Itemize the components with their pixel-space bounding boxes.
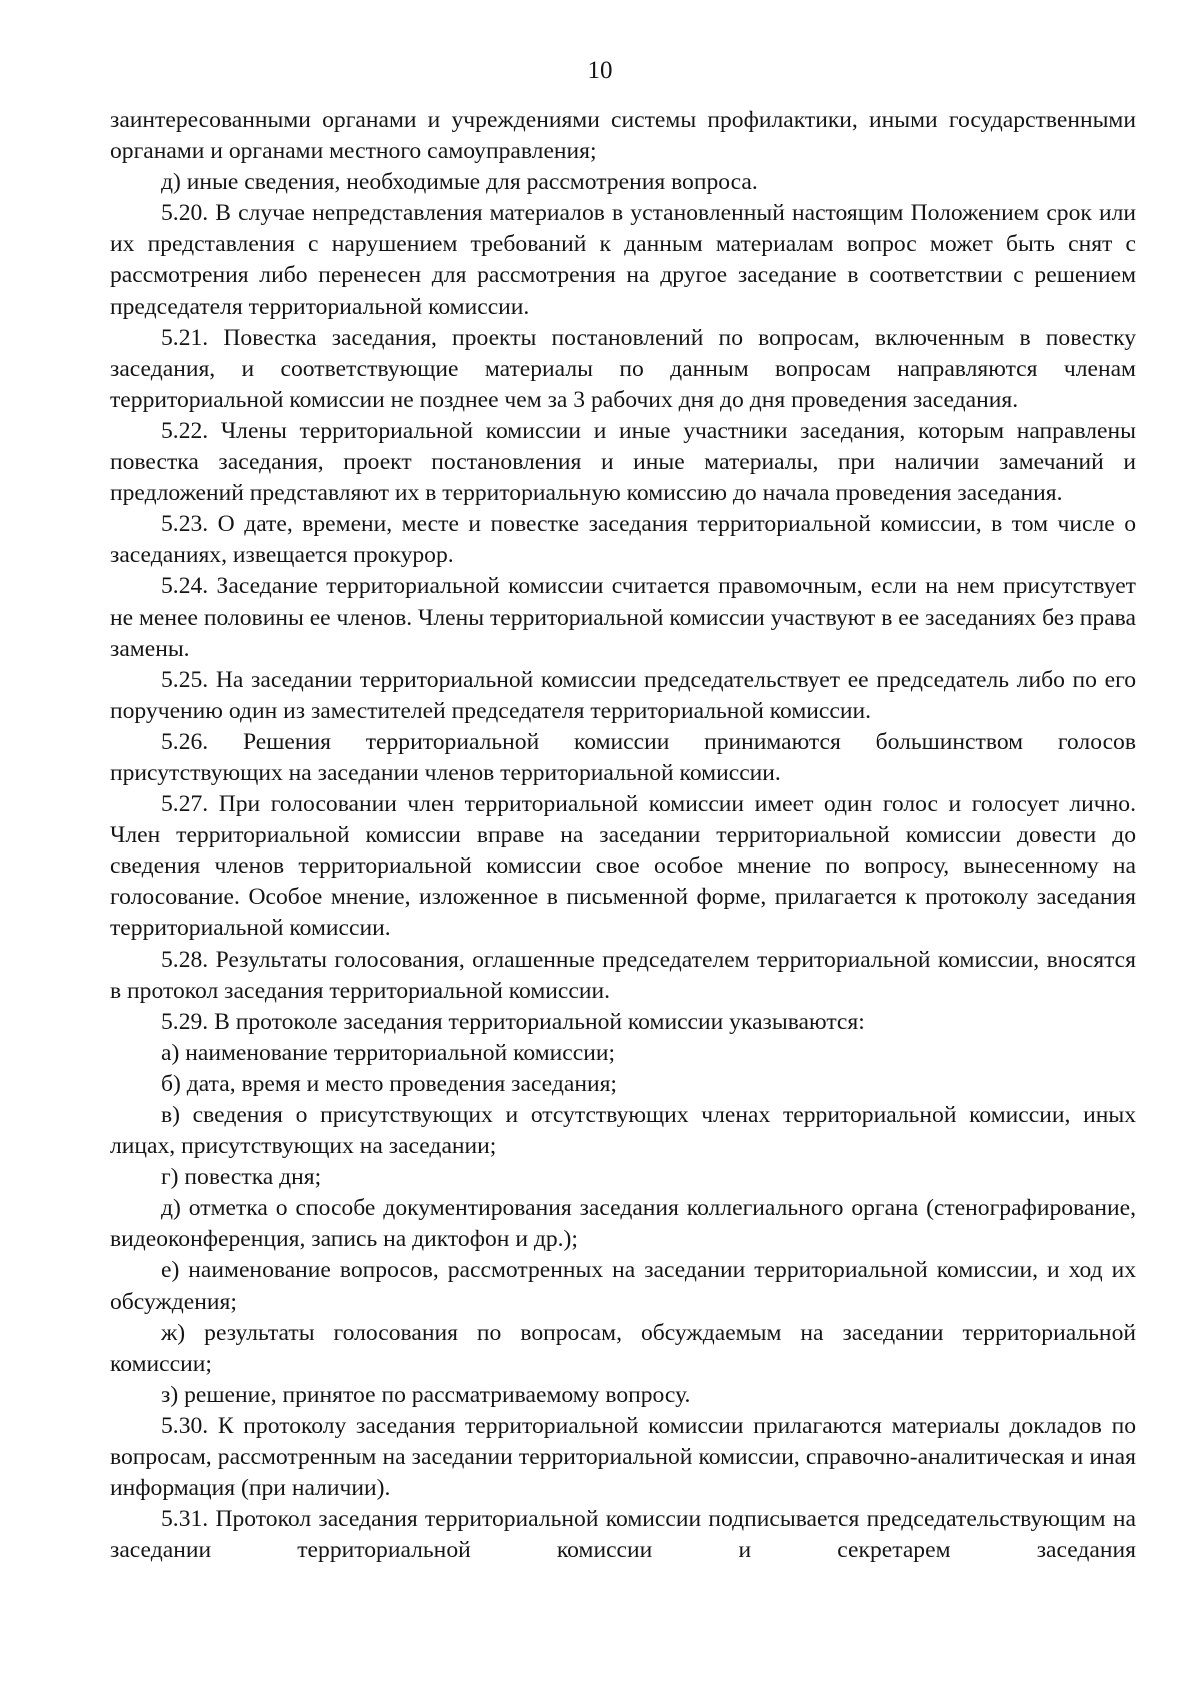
paragraph-5-21: 5.21. Повестка заседания, проекты постановлений по вопросам, включенным в повестку заседания, и соответствующие материалы по данным вопросам направляются членам территориальной комиссии не позднее чем за 3 рабочих дня до дня проведения заседания. — [110, 324, 1136, 413]
list-item-zh: ж) результаты голосования по вопросам, обсуждаемым на заседании территориальной комиссии; — [110, 1319, 1136, 1377]
list-item-z: з) решение, принятое по рассматриваемому вопросу. — [161, 1381, 691, 1408]
paragraph-5-31: 5.31. Протокол заседания территориальной комиссии подписывается председательствующим на заседании территориальной комиссии и секретарем заседания — [110, 1506, 1136, 1564]
list-item-d: д) отметка о способе документирования заседания коллегиального органа (стенографирование, видеоконференция, запись на диктофон и др.); — [110, 1195, 1136, 1253]
paragraph-5-30: 5.30. К протоколу заседания территориальной комиссии прилагаются материалы докладов по вопросам, рассмотренным на заседании территориальной комиссии, справочно-аналитическая и иная информация (при наличии). — [110, 1412, 1136, 1502]
paragraph-5-27: 5.27. При голосовании член территориальной комиссии имеет один голос и голосует лично. Член территориальной комиссии вправе на заседании территориальной комиссии довести до сведения членов территориальной комиссии свое особое мнение по вопросу, вынесенному на голосование. Особое мнение, изложенное в письменной форме, прилагается к протоколу заседания территориальной комиссии. — [110, 791, 1136, 942]
list-item-e: е) наименование вопросов, рассмотренных на заседании территориальной комиссии, и ход их обсуждения; — [110, 1257, 1136, 1315]
list-item-g: г) повестка дня; — [161, 1164, 322, 1191]
paragraph-5-20: 5.20. В случае непредставления материалов в установленный настоящим Положением срок или их представления с нарушением требований к данным материалам вопрос может быть снят с рассмотрения либо перенесен для рассмотрения на другое заседание в соответствии с решением председателя территориальной комиссии. — [110, 200, 1136, 320]
list-item-v: в) сведения о присутствующих и отсутствующих членах территориальной комиссии, иных лицах, присутствующих на заседании; — [110, 1102, 1136, 1160]
paragraph-5-23: 5.23. О дате, времени, месте и повестке заседания территориальной комиссии, в том числе о заседаниях, извещается прокурор. — [110, 511, 1136, 569]
document-body — [110, 105, 1136, 1566]
paragraph-5-25: 5.25. На заседании территориальной комиссии председательствует ее председатель либо по его поручению один из заместителей председателя территориальной комиссии. — [110, 666, 1136, 724]
paragraph-5-22: 5.22. Члены территориальной комиссии и иные участники заседания, которым направлены повестка заседания, проект постановления и иные материалы, при наличии замечаний и предложений представляют их в территориальную комиссию до начала проведения заседания. — [110, 417, 1136, 507]
paragraph-5-24: 5.24. Заседание территориальной комиссии считается правомочным, если на нем присутствует не менее половины ее членов. Члены территориальной комиссии участвуют в ее заседаниях без права замены. — [110, 573, 1136, 662]
list-item-a: а) наименование территориальной комиссии; — [161, 1039, 616, 1066]
paragraph-5-26: 5.26. Решения территориальной комиссии принимаются большинством голосов присутствующих на заседании членов территориальной комиссии. — [110, 728, 1136, 786]
paragraph-5-29: 5.29. В протоколе заседания территориальной комиссии указываются: — [161, 1008, 865, 1035]
list-item-b: б) дата, время и место проведения заседания; — [161, 1070, 617, 1097]
paragraph-item-d-other-info: д) иные сведения, необходимые для рассмотрения вопроса. — [161, 169, 758, 196]
page-number: 10 — [587, 57, 613, 84]
paragraph-continuation: заинтересованными органами и учреждениями системы профилактики, иными государственными органами и органами местного самоуправления; — [110, 107, 1136, 165]
paragraph-5-28: 5.28. Результаты голосования, оглашенные председателем территориальной комиссии, вносятся в протокол заседания территориальной комиссии. — [110, 946, 1136, 1004]
